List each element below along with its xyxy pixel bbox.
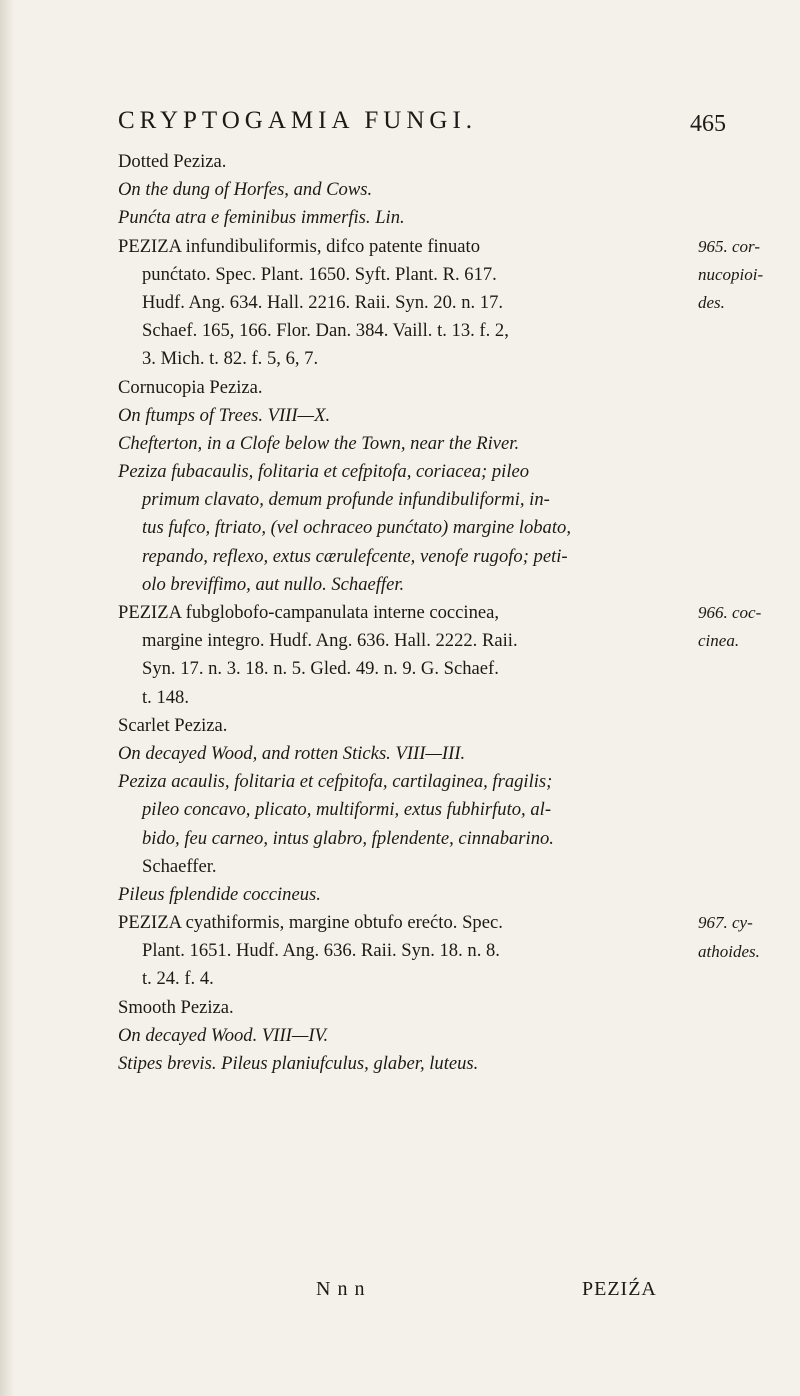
text-line: On decayed Wood. VIII—IV.: [118, 1024, 329, 1046]
text-line: Peziza acaulis, folitaria et cefpitofa, cartilaginea, fragilis;: [118, 771, 553, 793]
text-line: primum clavato, demum profunde infundibuliformi, in-: [142, 489, 550, 511]
text-line: Schaef. 165, 166. Flor. Dan. 384. Vaill. t. 13. f. 2,: [142, 320, 509, 342]
text-line: On ftumps of Trees. VIII—X.: [118, 404, 331, 426]
running-title: CRYPTOGAMIA FUNGI.: [118, 107, 478, 134]
text-line: pileo concavo, plicato, multiformi, extus fubhirfuto, al-: [142, 799, 552, 821]
text-line: Dotted Peziza.: [118, 151, 227, 172]
text-line: t. 24. f. 4.: [142, 968, 214, 990]
margin-note: 966. coc-: [698, 603, 762, 623]
text-line: On the dung of Horfes, and Cows.: [118, 179, 373, 201]
text-line: On decayed Wood, and rotten Sticks. VIII—III.: [118, 742, 466, 764]
margin-note: nucopioi-: [698, 264, 764, 284]
text-line: Peziza fubacaulis, folitaria et cefpitofa, coriacea; pileo: [118, 461, 530, 483]
margin-note: 965. cor-: [698, 236, 760, 256]
text-line: Syn. 17. n. 3. 18. n. 5. Gled. 49. n. 9. G. Schaef.: [142, 658, 499, 680]
text-line: Stipes brevis. Pileus planiufculus, glaber, luteus.: [118, 1053, 479, 1074]
text-line: margine integro. Hudf. Ang. 636. Hall. 2222. Raii.: [142, 630, 518, 652]
text-line: punćtato. Spec. Plant. 1650. Syft. Plant. R. 617.: [142, 263, 497, 285]
margin-note: cinea.: [698, 631, 740, 651]
text-line: Smooth Peziza.: [118, 996, 234, 1018]
text-line: olo breviffimo, aut nullo. Schaeffer.: [142, 573, 405, 595]
text-line: Pileus fplendide coccineus.: [118, 883, 321, 905]
text-line: Punćta atra e feminibus immerfis. Lin.: [118, 207, 405, 229]
signature-mark: N n n: [316, 1278, 366, 1300]
margin-note: 967. cy-: [698, 913, 753, 933]
text-line: Chefterton, in a Clofe below the Town, near the River.: [118, 432, 520, 454]
text-line: t. 148.: [142, 686, 190, 708]
text-line: PEZIZA fubglobofo-campanulata interne coccinea,: [118, 602, 500, 623]
text-line: bido, feu carneo, intus glabro, fplendente, cinnabarino.: [142, 827, 554, 849]
text-line: Hudf. Ang. 634. Hall. 2216. Raii. Syn. 20. n. 17.: [142, 291, 504, 313]
margin-note: des.: [698, 293, 725, 312]
page-number: 465: [690, 111, 726, 137]
catchword: PEZIŹA: [582, 1278, 657, 1300]
margin-note: athoides.: [698, 941, 760, 961]
body-text: [118, 148, 698, 1078]
text-line: repando, reflexo, extus cærulefcente, venofe rugofo; peti-: [142, 545, 568, 567]
text-line: 3. Mich. t. 82. f. 5, 6, 7.: [142, 348, 319, 370]
text-line: tus fufco, ftriato, (vel ochraceo punćtato) margine lobato,: [142, 517, 571, 539]
text-line: PEZIZA cyathiformis, margine obtufo erećto. Spec.: [118, 912, 503, 934]
page-header: [118, 107, 726, 147]
text-line: Schaeffer.: [142, 855, 217, 877]
text-line: Plant. 1651. Hudf. Ang. 636. Raii. Syn. 18. n. 8.: [142, 940, 500, 962]
page-edge-shadow: [0, 0, 14, 1396]
text-line: Cornucopia Peziza.: [118, 376, 263, 398]
text-line: PEZIZA infundibuliformis, difco patente finuato: [118, 235, 480, 257]
text-line: Scarlet Peziza.: [118, 714, 228, 736]
